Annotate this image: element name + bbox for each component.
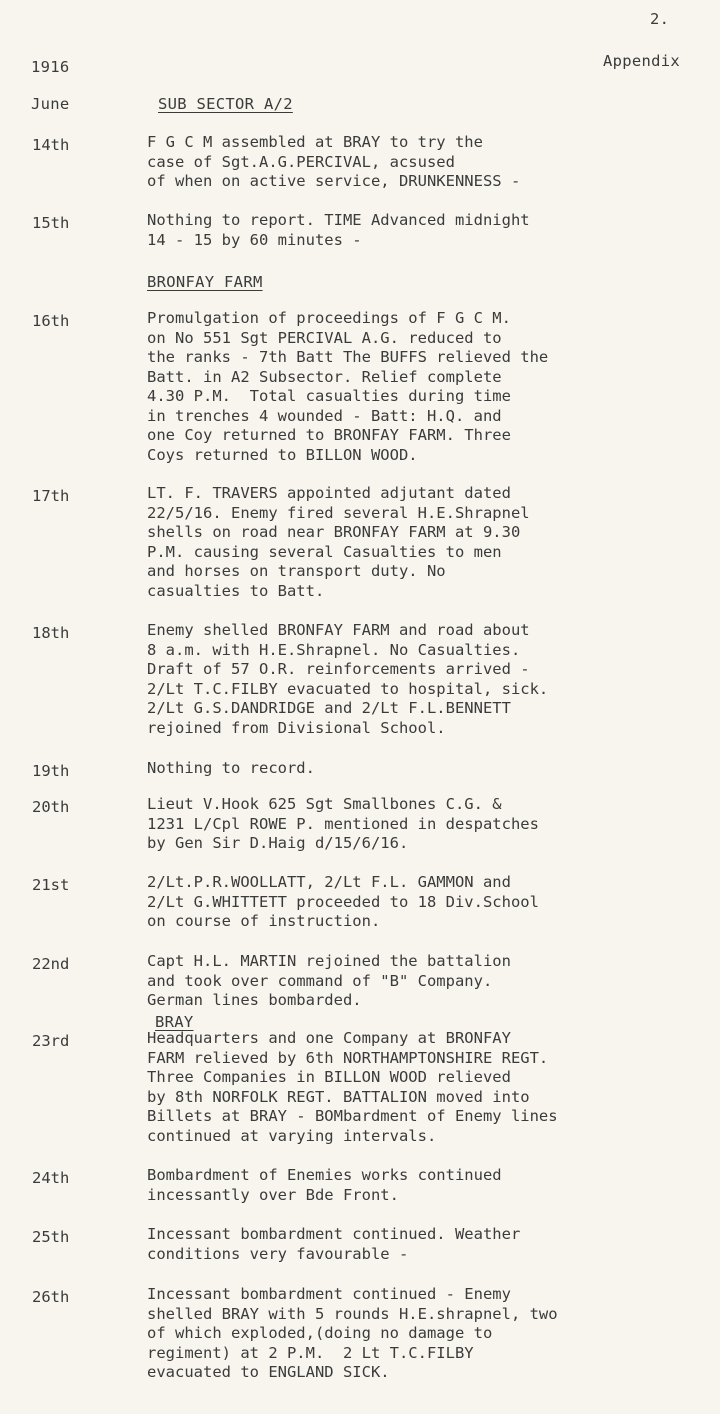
entry-line: 1231 L/Cpl ROWE P. mentioned in despatches xyxy=(147,814,539,833)
entry-line: casualties to Batt. xyxy=(147,581,325,600)
entry-line: Draft of 57 O.R. reinforcements arrived - xyxy=(147,660,530,678)
entry-date: 26th xyxy=(32,1288,70,1306)
entry-date: 23rd xyxy=(32,1032,70,1050)
entry-line: continued at varying intervals. xyxy=(147,1126,437,1145)
entry-text xyxy=(147,795,707,854)
year: 1916 xyxy=(31,58,70,76)
entry-line: Batt. in A2 Subsector. Relief complete xyxy=(147,367,502,386)
entry-line: Headquarters and one Company at BRONFAY xyxy=(147,1029,511,1047)
entry-line: Incessant bombardment continued. Weather xyxy=(147,1225,521,1243)
entry-line: in trenches 4 wounded - Batt: H.Q. and xyxy=(147,406,502,425)
entry-line: the ranks - 7th Batt The BUFFS relieved the xyxy=(147,348,549,366)
entry-line: Capt H.L. MARTIN rejoined the battalion xyxy=(147,952,511,970)
appendix-label: Appendix xyxy=(603,52,681,70)
entry-line: rejoined from Divisional School. xyxy=(147,718,446,737)
entry-line: and horses on transport duty. No xyxy=(147,562,446,580)
entry-line: Enemy shelled BRONFAY FARM and road about xyxy=(147,621,530,639)
entry-date: 24th xyxy=(32,1169,70,1187)
entry-line: shells on road near BRONFAY FARM at 9.30 xyxy=(147,523,521,541)
entry-line: 14 - 15 by 60 minutes - xyxy=(147,230,362,249)
entry-date: 17th xyxy=(32,487,70,505)
entry-line: by 8th NORFOLK REGT. BATTALION moved into xyxy=(147,1087,530,1106)
entry-line: evacuated to ENGLAND SICK. xyxy=(147,1363,390,1381)
entry-line: Nothing to report. TIME Advanced midnight xyxy=(147,211,530,229)
entry-date: 16th xyxy=(32,312,70,330)
entry-line: Incessant bombardment continued - Enemy xyxy=(147,1285,511,1303)
section-heading-bronfay-farm: BRONFAY FARM xyxy=(147,273,263,291)
entry-text xyxy=(147,1166,707,1205)
page-number: 2. xyxy=(650,10,670,28)
entry-date: 22nd xyxy=(32,955,70,973)
entry-text xyxy=(147,211,707,250)
section-heading-sub-sector: SUB SECTOR A/2 xyxy=(158,95,293,113)
entry-line: F G C M assembled at BRAY to try the xyxy=(147,133,483,151)
entry-date: 15th xyxy=(32,214,70,232)
entry-line: LT. F. TRAVERS appointed adjutant dated xyxy=(147,484,511,502)
entry-line: 8 a.m. with H.E.Shrapnel. No Casualties. xyxy=(147,640,521,659)
entry-text xyxy=(147,484,707,601)
entry-line: 2/Lt G.S.DANDRIDGE and 2/Lt F.L.BENNETT xyxy=(147,699,511,717)
entry-text xyxy=(147,1225,707,1264)
entry-line: and took over command of "B" Company. xyxy=(147,971,493,990)
entry-date: 21st xyxy=(32,876,70,894)
entry-line: German lines bombarded. xyxy=(147,991,362,1009)
entry-date: 18th xyxy=(32,624,70,642)
entry-line: case of Sgt.A.G.PERCIVAL, acsused xyxy=(147,152,455,171)
month: June xyxy=(31,95,70,113)
entry-date: 14th xyxy=(32,136,70,154)
entry-line: of which exploded,(doing no damage to xyxy=(147,1324,493,1342)
entry-line: on No 551 Sgt PERCIVAL A.G. reduced to xyxy=(147,328,502,347)
entry-text xyxy=(147,309,707,465)
entry-line: FARM relieved by 6th NORTHAMPTONSHIRE REGT. xyxy=(147,1048,549,1067)
entry-text xyxy=(147,1285,707,1383)
entry-text xyxy=(147,759,707,779)
entry-line: shelled BRAY with 5 rounds H.E.shrapnel, two xyxy=(147,1304,558,1323)
entry-line: on course of instruction. xyxy=(147,912,381,930)
entry-date: 25th xyxy=(32,1228,70,1246)
entry-line: 4.30 P.M. Total casualties during time xyxy=(147,387,511,405)
entry-date: 20th xyxy=(32,798,70,816)
entry-text xyxy=(147,133,707,192)
entry-line: Bombardment of Enemies works continued xyxy=(147,1166,502,1184)
entry-line: P.M. causing several Casualties to men xyxy=(147,542,502,561)
entry-line: Nothing to record. xyxy=(147,759,315,777)
entry-line: 2/Lt.P.R.WOOLLATT, 2/Lt F.L. GAMMON and xyxy=(147,873,511,891)
entry-date: 19th xyxy=(32,762,70,780)
entry-line: by Gen Sir D.Haig d/15/6/16. xyxy=(147,834,409,852)
entry-text xyxy=(147,873,707,932)
entry-line: Billets at BRAY - BOMbardment of Enemy lines xyxy=(147,1107,558,1125)
entry-line: Three Companies in BILLON WOOD relieved xyxy=(147,1068,511,1086)
entry-line: one Coy returned to BRONFAY FARM. Three xyxy=(147,426,511,444)
entry-line: of when on active service, DRUNKENNESS - xyxy=(147,172,521,190)
section-heading-bray: BRAY xyxy=(155,1013,194,1031)
entry-line: incessantly over Bde Front. xyxy=(147,1185,399,1204)
entry-text xyxy=(147,952,707,1011)
entry-line: conditions very favourable - xyxy=(147,1244,409,1263)
entry-line: Coys returned to BILLON WOOD. xyxy=(147,445,418,464)
entry-text xyxy=(147,1029,707,1146)
entry-text xyxy=(147,621,707,738)
entry-line: 2/Lt G.WHITTETT proceeded to 18 Div.School xyxy=(147,892,539,911)
entry-line: Lieut V.Hook 625 Sgt Smallbones C.G. & xyxy=(147,795,502,813)
entry-line: 2/Lt T.C.FILBY evacuated to hospital, sick. xyxy=(147,679,549,698)
entry-line: regiment) at 2 P.M. 2 Lt T.C.FILBY xyxy=(147,1343,474,1362)
entry-line: 22/5/16. Enemy fired several H.E.Shrapnel xyxy=(147,503,530,522)
entry-line: Promulgation of proceedings of F G C M. xyxy=(147,309,511,327)
